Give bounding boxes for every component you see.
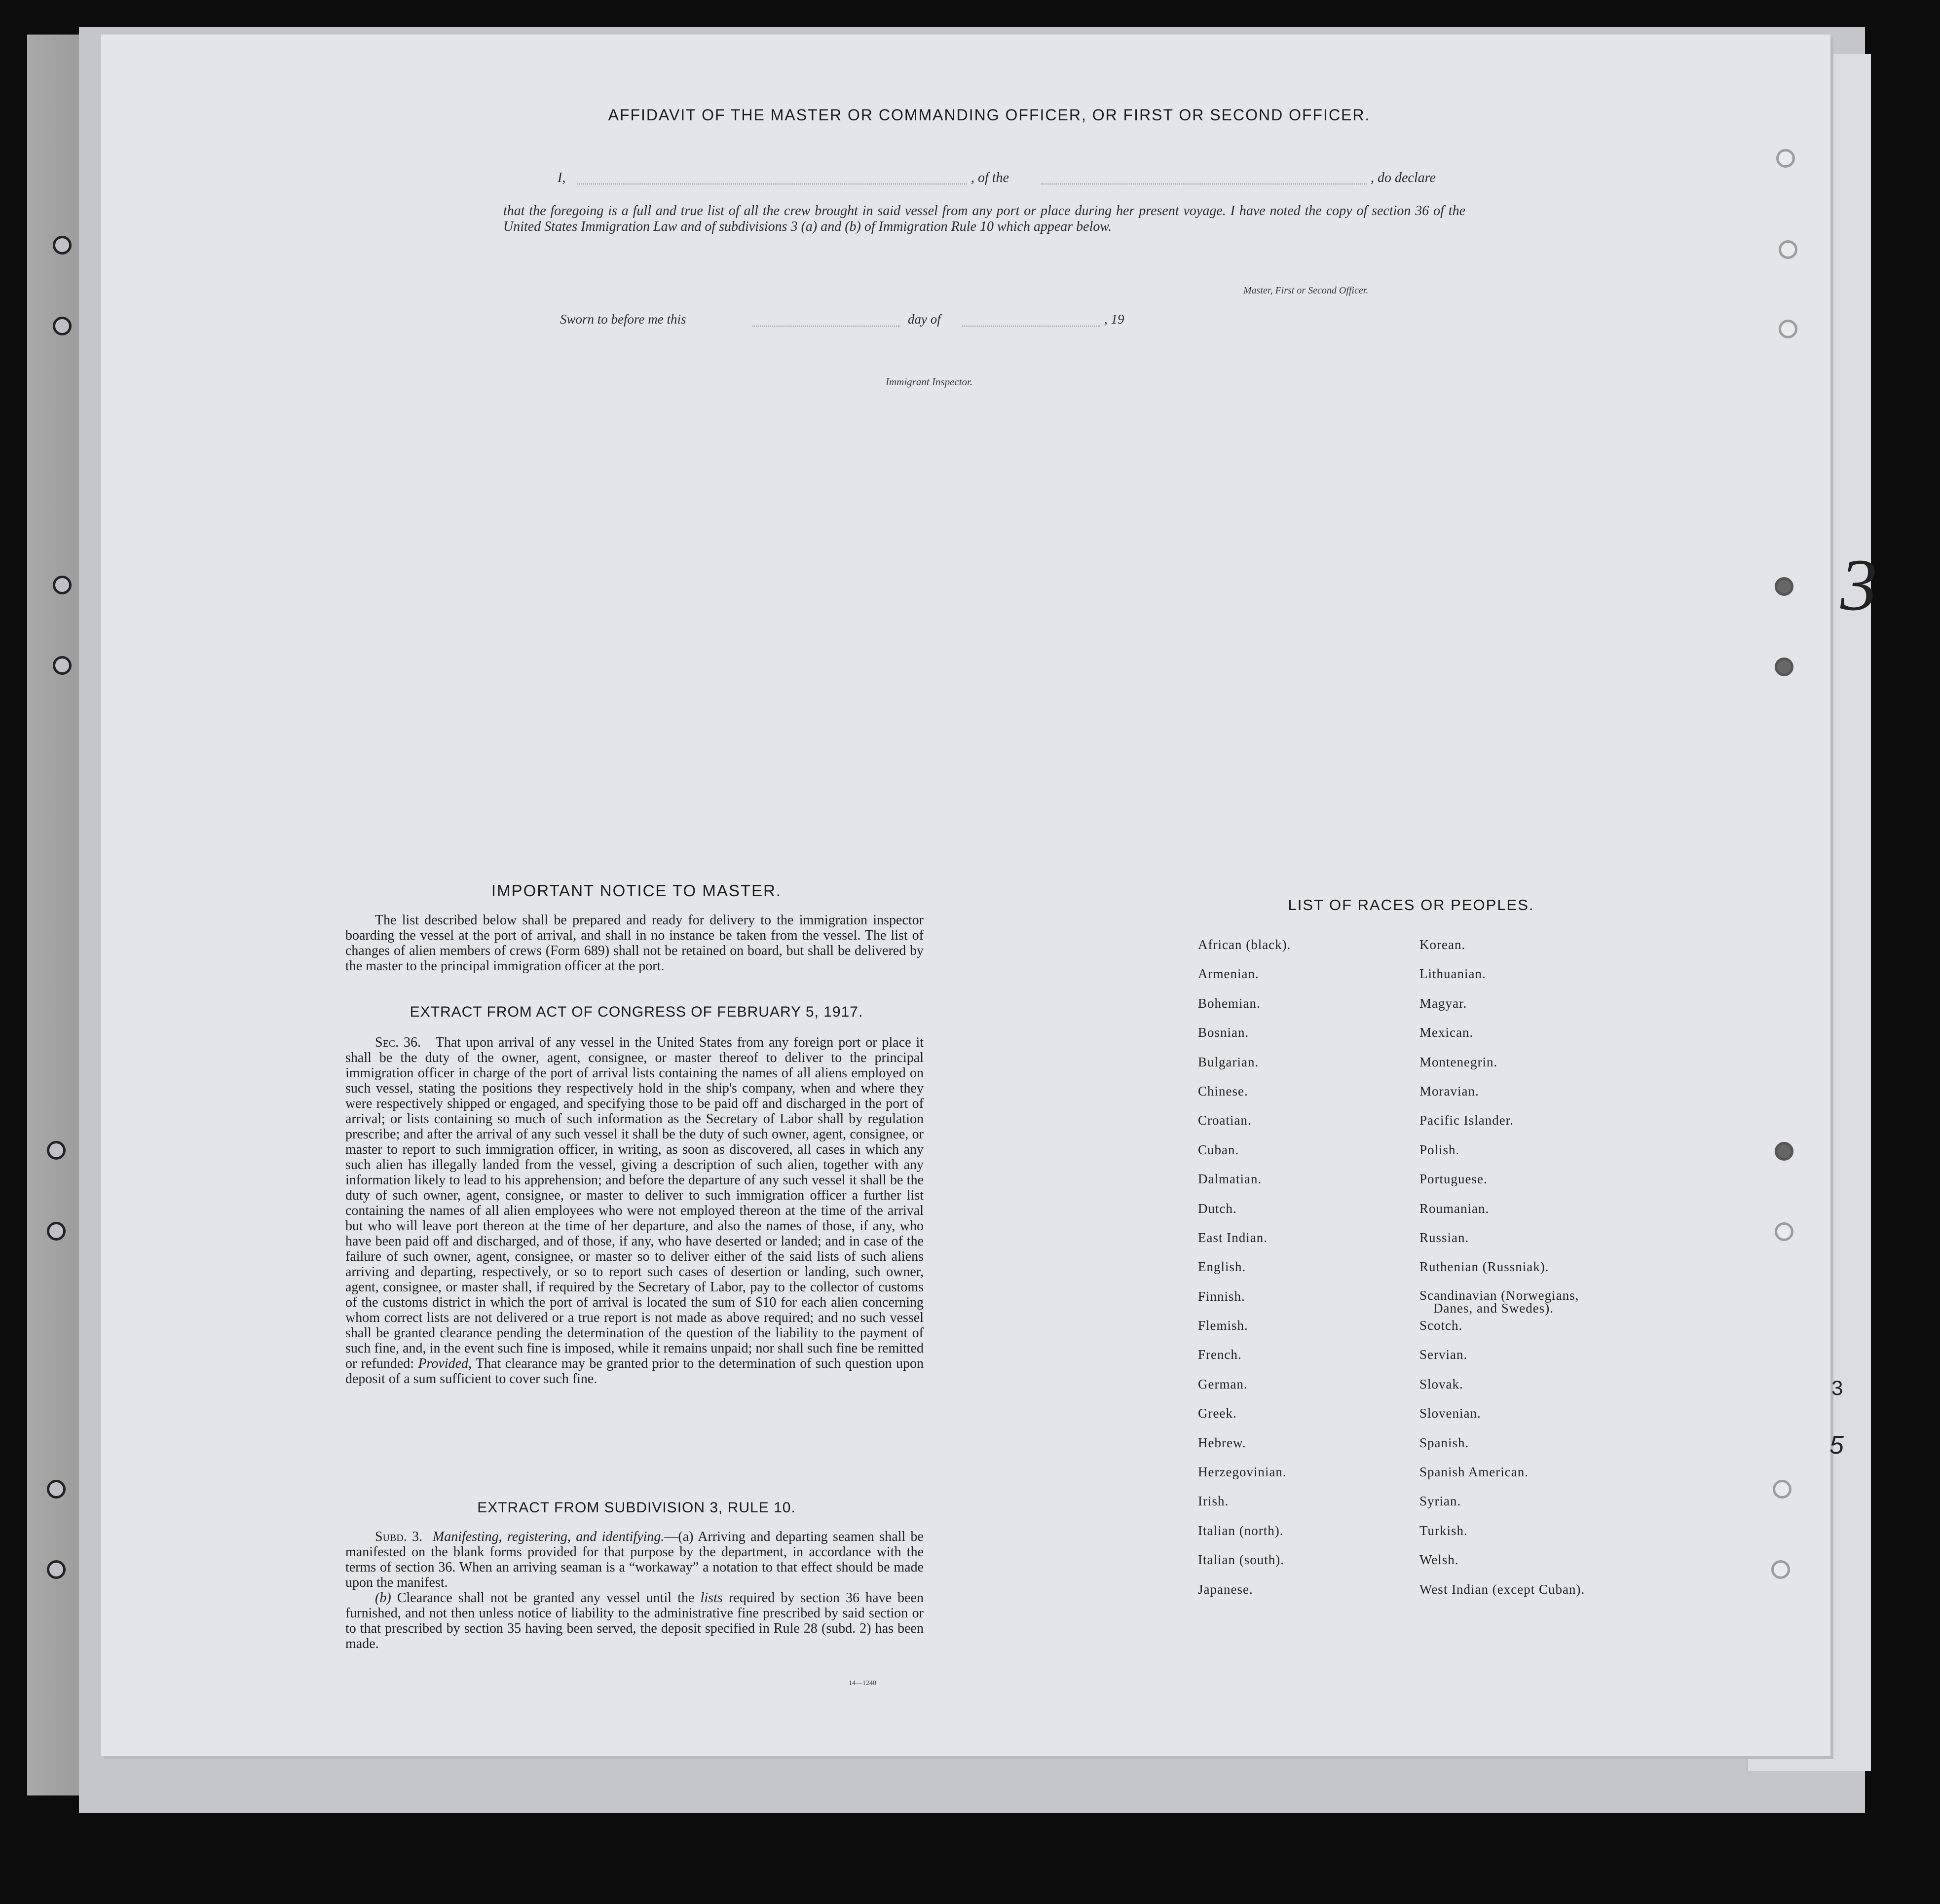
race-item: Mexican.	[1419, 1025, 1474, 1040]
para-b-pre: Clearance shall not be granted any vessel until the	[397, 1590, 695, 1606]
race-item: Bosnian.	[1198, 1025, 1249, 1040]
page-hole	[1771, 1560, 1790, 1579]
binder-hole	[47, 1560, 66, 1579]
race-item: Flemish.	[1198, 1318, 1248, 1333]
declarant-name-field[interactable]	[577, 183, 967, 184]
race-item: Turkish.	[1419, 1523, 1468, 1538]
race-item: Servian.	[1419, 1347, 1468, 1362]
para-b-post: required by section 36 have been furnished, and not then unless notice of liability to the administrative fine prescribed by said section or to that prescribed by section 35 having been served, the deposit specified in Rule 28 (subd. 2) has been made.	[345, 1590, 924, 1651]
page-hole	[1775, 658, 1793, 676]
race-item: Russian.	[1419, 1230, 1469, 1245]
race-item: Roumanian.	[1419, 1201, 1490, 1216]
binder-hole	[53, 656, 72, 675]
page-hole	[1775, 577, 1793, 596]
races-right-column	[1419, 937, 1637, 1611]
race-item: Dalmatian.	[1198, 1172, 1262, 1187]
sworn-month-field[interactable]	[962, 326, 1100, 327]
page-hole	[1773, 1480, 1791, 1499]
race-item: Spanish.	[1419, 1435, 1469, 1450]
page-hole	[1779, 240, 1797, 259]
race-item: Irish.	[1198, 1494, 1229, 1509]
immigrant-inspector-label: Immigrant Inspector.	[886, 376, 973, 388]
do-declare-label: , do declare	[1371, 170, 1436, 185]
subdivision-para-a: —(a) Arriving and departing seamen shall be manifested on the blank forms provided for that purpose by the department, in accordance with the terms of section 36. When an arriving seaman is a “workaway” a notation to that effect should be made upon the manifest.	[345, 1529, 924, 1590]
race-item: Cuban.	[1198, 1142, 1239, 1157]
sworn-label: Sworn to before me this	[560, 312, 686, 327]
race-item: Portuguese.	[1419, 1172, 1488, 1187]
page-hole	[1775, 1222, 1793, 1241]
affidavit-title: AFFIDAVIT OF THE MASTER OR COMMANDING OFFICER, OR FIRST OR SECOND OFFICER.	[608, 106, 1371, 124]
margin-mark: 3	[1840, 544, 1877, 626]
race-item: Pacific Islander.	[1419, 1113, 1514, 1128]
race-item-line: Scandinavian (Norwegians,	[1419, 1287, 1579, 1303]
page-hole	[1779, 320, 1797, 338]
day-of-label: day of	[908, 312, 941, 327]
master-signature-label: Master, First or Second Officer.	[1243, 285, 1369, 296]
race-item: Ruthenian (Russniak).	[1419, 1259, 1549, 1275]
race-item: Croatian.	[1198, 1113, 1252, 1128]
race-item: Korean.	[1419, 937, 1466, 952]
race-item: West Indian (except Cuban).	[1419, 1581, 1585, 1597]
races-title: LIST OF RACES OR PEOPLES.	[1288, 896, 1534, 914]
race-item: Chinese.	[1198, 1083, 1248, 1098]
section-text-end: That clearance may be granted prior to the determination of such question upon deposit of a sum sufficient to cover such fine.	[345, 1356, 924, 1387]
race-item: Lithuanian.	[1419, 966, 1486, 982]
race-item-line: Danes, and Swedes).	[1433, 1300, 1554, 1316]
act-extract-paragraph	[345, 1035, 924, 1387]
section-label: Sec. 36.	[375, 1035, 421, 1050]
affidavit-declaration-text: that the foregoing is a full and true list of all the crew brought in said vessel from any port or place during her present voyage. I have noted the copy of section 36 of the United States Immigration Law and of subdivisions 3 (a) and (b) of Immigration Rule 10 which appear below.	[503, 203, 1465, 234]
vessel-name-field[interactable]	[1041, 183, 1367, 184]
page-hole	[1776, 149, 1795, 168]
race-item: Slovak.	[1419, 1376, 1463, 1391]
race-item: Greek.	[1198, 1406, 1237, 1421]
binder-hole	[53, 576, 72, 594]
para-b-lists: lists	[700, 1590, 723, 1606]
binder-hole	[47, 1222, 66, 1241]
subdivision-label: Subd. 3.	[375, 1529, 423, 1544]
race-item: Japanese.	[1198, 1581, 1253, 1597]
year-label: , 19	[1104, 312, 1124, 327]
rule-extract-title: EXTRACT FROM SUBDIVISION 3, RULE 10.	[477, 1500, 796, 1516]
race-item: Polish.	[1419, 1142, 1460, 1157]
act-extract-title: EXTRACT FROM ACT OF CONGRESS OF FEBRUARY 5, 1917.	[410, 1004, 863, 1020]
of-the-label: , of the	[971, 170, 1009, 185]
para-b-label: (b)	[375, 1590, 391, 1606]
declarant-label: I,	[558, 170, 566, 185]
race-item: Dutch.	[1198, 1201, 1237, 1216]
race-item: Hebrew.	[1198, 1435, 1246, 1450]
race-item: Finnish.	[1198, 1288, 1245, 1304]
margin-mark: 3	[1831, 1376, 1843, 1399]
binder-hole	[53, 236, 72, 255]
binder-hole	[53, 317, 72, 335]
margin-mark: 5	[1829, 1431, 1844, 1460]
form-number: 14—1240	[849, 1680, 876, 1687]
binder-hole	[47, 1480, 66, 1499]
notice-paragraph	[345, 913, 924, 974]
race-item: English.	[1198, 1259, 1246, 1275]
race-item: Scotch.	[1419, 1318, 1463, 1333]
race-item: African (black).	[1198, 937, 1291, 952]
rule-extract-paragraph	[345, 1529, 924, 1651]
race-item: Bohemian.	[1198, 995, 1261, 1011]
race-item: Welsh.	[1419, 1552, 1459, 1568]
race-item: Herzegovinian.	[1198, 1465, 1287, 1480]
race-item: East Indian.	[1198, 1230, 1268, 1245]
race-item: Moravian.	[1419, 1083, 1479, 1098]
race-item: Italian (south).	[1198, 1552, 1284, 1568]
sworn-day-field[interactable]	[752, 326, 900, 327]
race-item: French.	[1198, 1347, 1242, 1362]
race-item: Armenian.	[1198, 966, 1259, 982]
subdivision-heading: Manifesting, registering, and identifying.	[432, 1529, 665, 1544]
race-item: Magyar.	[1419, 995, 1467, 1011]
notice-text: The list described below shall be prepared and ready for delivery to the immigration inspector boarding the vessel at the port of arrival, and shall in no instance be taken from the vessel. The list of changes of alien members of crews (Form 689) shall not be retained on board, but shall be delivered by the master to the principal immigration officer at the port.	[345, 913, 924, 974]
race-item: Montenegrin.	[1419, 1054, 1498, 1069]
page-hole	[1775, 1142, 1793, 1161]
race-item: German.	[1198, 1376, 1248, 1391]
provided-label: Provided,	[418, 1356, 472, 1371]
race-item: Syrian.	[1419, 1494, 1461, 1509]
binder-hole	[47, 1141, 66, 1160]
race-item: Slovenian.	[1419, 1406, 1481, 1421]
race-item: Italian (north).	[1198, 1523, 1284, 1538]
section-text: That upon arrival of any vessel in the United States from any foreign port or place it shall be the duty of the owner, agent, consignee, or master thereof to deliver to the principal immigration officer in charge of the port of arrival lists containing the names of all aliens employed on such vessel, stating the positions they respectively hold in the ship's company, when and where they were respectively shipped or engaged, and specifying those to be paid off and discharged in the port of arrival; or lists containing so much of such information as the Secretary of Labor shall by regulation prescribe; and after the arrival of any such vessel it shall be the duty of such owner, agent, consignee, or master to report to such immigration officer, in writing, as soon as discovered, all cases in which any such alien has illegally landed from the vessel, giving a description of such alien, together with any information likely to lead to his apprehension; and before the departure of any such vessel it shall be the duty of such owner, agent, consignee, or master to deliver to such immigration officer a further list containing the names of all alien employees who were not employed thereon at the time of the arrival but who will leave port thereon at the time of her departure, and also the names of those, if any, who have been paid off and discharged, and of those, if any, who have deserted or landed; and in case of the failure of such owner, agent, consignee, or master so to deliver either of the said lists of such aliens arriving and departing, respectively, or so to report such cases of desertion or landing, such owner, agent, consignee, or master shall, if required by the Secretary of Labor, pay to the collector of customs of the customs district in which the port of arrival is located the sum of $10 for each alien concerning whom correct lists are not delivered or a true report is not made as above required; and no such vessel shall be granted clearance pending the determination of the question of the liability to the payment of such fine, and, in the event such fine is imposed, while it remains unpaid; nor shall such fine be remitted or refunded:	[345, 1035, 924, 1371]
notice-title: IMPORTANT NOTICE TO MASTER.	[491, 881, 782, 900]
races-left-column	[1198, 937, 1415, 1611]
race-item: Spanish American.	[1419, 1465, 1529, 1480]
race-item	[1419, 1289, 1637, 1318]
race-item: Bulgarian.	[1198, 1054, 1259, 1069]
